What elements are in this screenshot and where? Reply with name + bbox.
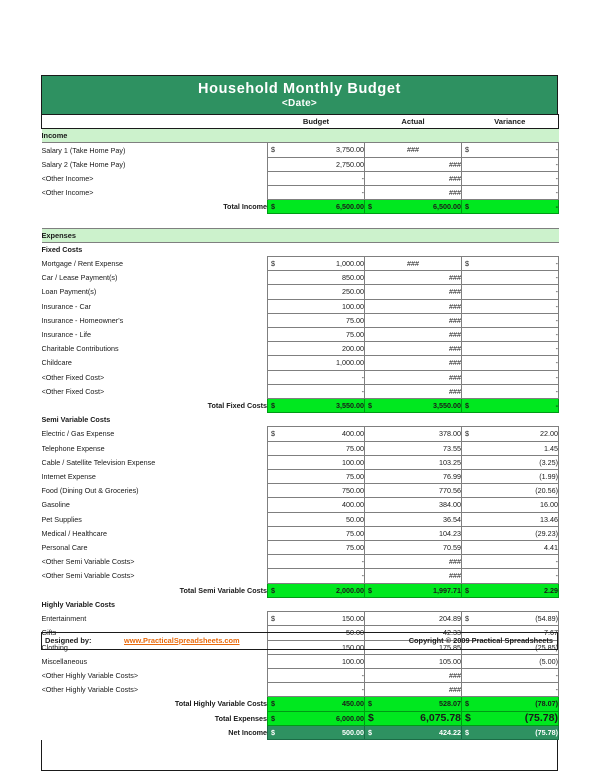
actual-cell[interactable]: ###	[365, 171, 462, 185]
row-label: Mortgage / Rent Expense	[41, 259, 124, 269]
variance-cell: 7.67	[462, 626, 559, 640]
currency-symbol: $	[271, 401, 275, 411]
variance-cell: -	[462, 171, 559, 185]
row-label: Entertainment	[41, 614, 87, 624]
currency-symbol: $	[271, 585, 275, 595]
total-row	[42, 711, 559, 725]
actual-total-cell: $ 6,500.00	[365, 200, 462, 214]
column-header-row	[42, 115, 559, 129]
currency-symbol: $	[271, 727, 275, 737]
table-row	[42, 328, 559, 342]
col-header-variance: Variance	[462, 115, 559, 129]
total-row	[42, 200, 559, 214]
actual-cell[interactable]: ###	[365, 257, 462, 271]
currency-symbol: $	[271, 614, 275, 624]
row-label: Insurance - Life	[41, 330, 92, 340]
table-row	[42, 541, 559, 555]
variance-cell: 4.41	[462, 541, 559, 555]
variance-cell: $ -	[462, 143, 559, 157]
row-label: Gifts	[41, 628, 57, 638]
row-label: <Other Income>	[41, 188, 94, 198]
variance-cell: -	[462, 157, 559, 171]
budget-cell[interactable]: 2,750.00	[268, 157, 365, 171]
variance-total-cell: $ -	[462, 200, 559, 214]
variance-cell: -	[462, 356, 559, 370]
budget-cell[interactable]: 1,000.00	[268, 356, 365, 370]
row-label: <Other Fixed Cost>	[41, 372, 105, 382]
table-tail-frame	[41, 740, 558, 771]
row-label: Food (Dining Out & Groceries)	[41, 486, 139, 496]
budget-cell[interactable]: 150.00	[268, 640, 365, 654]
budget-cell[interactable]: $ 400.00	[268, 427, 365, 441]
budget-cell[interactable]: -	[268, 683, 365, 697]
budget-cell[interactable]: -	[268, 370, 365, 384]
table-row	[42, 186, 559, 200]
variance-cell: -	[462, 271, 559, 285]
variance-cell: -	[462, 328, 559, 342]
col-header-actual: Actual	[365, 115, 462, 129]
total-label: Total Highly Variable Costs	[174, 699, 267, 709]
variance-cell: 13.46	[462, 512, 559, 526]
actual-cell[interactable]: ###	[365, 143, 462, 157]
actual-cell[interactable]: ###	[365, 342, 462, 356]
currency-symbol: $	[271, 429, 275, 439]
actual-cell[interactable]: ###	[365, 328, 462, 342]
budget-cell[interactable]: -	[268, 384, 365, 398]
row-label: Electric / Gas Expense	[41, 429, 115, 439]
table-row	[42, 427, 559, 441]
date-placeholder[interactable]: <Date>	[281, 98, 318, 109]
practical-spreadsheets-link[interactable]: www.PracticalSpreadsheets.com	[124, 636, 240, 645]
row-label: <Other Fixed Cost>	[41, 386, 105, 396]
table-row	[42, 356, 559, 370]
variance-cell: (25.85)	[462, 640, 559, 654]
variance-cell: -	[462, 313, 559, 327]
budget-cell[interactable]: -	[268, 555, 365, 569]
total-row	[42, 583, 559, 597]
actual-cell[interactable]: ###	[365, 271, 462, 285]
row-label: Gasoline	[41, 500, 70, 510]
row-label: Salary 1 (Take Home Pay)	[41, 145, 126, 155]
table-row	[42, 313, 559, 327]
variance-total-cell: $ (78.07)	[462, 697, 559, 711]
actual-cell[interactable]: ###	[365, 157, 462, 171]
actual-cell[interactable]: 770.56	[365, 484, 462, 498]
variance-cell: (29.23)	[462, 526, 559, 540]
budget-cell[interactable]: 250.00	[268, 285, 365, 299]
actual-cell[interactable]: ###	[365, 384, 462, 398]
table-row	[42, 441, 559, 455]
actual-cell[interactable]: ###	[365, 683, 462, 697]
actual-cell[interactable]: 36.54	[365, 512, 462, 526]
budget-cell[interactable]: 200.00	[268, 342, 365, 356]
row-label: Childcare	[41, 358, 72, 368]
table-row	[42, 498, 559, 512]
table-row	[42, 370, 559, 384]
currency-symbol: $	[271, 145, 275, 155]
budget-cell[interactable]: 75.00	[268, 541, 365, 555]
actual-cell[interactable]: 384.00	[365, 498, 462, 512]
table-row	[42, 171, 559, 185]
table-row	[42, 526, 559, 540]
actual-total-cell: $ 424.22	[365, 725, 462, 739]
budget-cell[interactable]: 75.00	[268, 313, 365, 327]
variance-total-cell: $ (75.78)	[462, 711, 559, 725]
budget-cell[interactable]: 100.00	[268, 654, 365, 668]
currency-symbol: $	[368, 585, 372, 595]
row-label: Clothing	[41, 642, 68, 652]
budget-cell[interactable]: 50.00	[268, 512, 365, 526]
variance-cell: -	[462, 342, 559, 356]
budget-total-cell: $ 6,500.00	[268, 200, 365, 214]
table-row	[42, 470, 559, 484]
spacer-row	[42, 214, 559, 228]
table-row	[42, 285, 559, 299]
budget-cell[interactable]: 75.00	[268, 526, 365, 540]
currency-symbol: $	[368, 202, 372, 212]
row-label: Salary 2 (Take Home Pay)	[41, 159, 126, 169]
section-label: Expenses	[42, 228, 559, 242]
budget-cell[interactable]: $ 1,000.00	[268, 257, 365, 271]
currency-symbol: $	[465, 727, 469, 737]
actual-cell[interactable]: 378.00	[365, 427, 462, 441]
group-label: Semi Variable Costs	[41, 415, 111, 425]
budget-total-cell: $ 450.00	[268, 697, 365, 711]
variance-cell: 1.45	[462, 441, 559, 455]
actual-cell[interactable]: ###	[365, 285, 462, 299]
row-label: Internet Expense	[41, 472, 96, 482]
currency-symbol: $	[465, 429, 469, 439]
row-label: <Other Semi Variable Costs>	[41, 557, 135, 567]
currency-symbol: $	[465, 401, 469, 411]
currency-symbol: $	[465, 145, 469, 155]
table-row	[42, 569, 559, 583]
page-title: Household Monthly Budget	[198, 81, 401, 97]
actual-total-cell: $ 528.07	[365, 697, 462, 711]
row-label: Telephone Expense	[41, 443, 105, 453]
table-row	[42, 512, 559, 526]
currency-symbol: $	[368, 727, 372, 737]
currency-symbol: $	[465, 614, 469, 624]
budget-cell[interactable]: 850.00	[268, 271, 365, 285]
actual-cell[interactable]: 42.33	[365, 626, 462, 640]
actual-cell[interactable]: 104.23	[365, 526, 462, 540]
group-fixed	[42, 242, 559, 256]
section-expenses	[42, 228, 559, 242]
group-label: Highly Variable Costs	[41, 599, 115, 609]
variance-total-cell: $ 2.29	[462, 583, 559, 597]
table-row	[42, 555, 559, 569]
actual-cell[interactable]: ###	[365, 370, 462, 384]
variance-cell: -	[462, 555, 559, 569]
variance-cell: (20.56)	[462, 484, 559, 498]
variance-cell: -	[462, 285, 559, 299]
table-row	[42, 342, 559, 356]
actual-cell[interactable]: 103.25	[365, 455, 462, 469]
group-highly_variable	[42, 597, 559, 611]
actual-total-cell: $ 6,075.78	[365, 711, 462, 725]
table-row	[42, 384, 559, 398]
total-label: Total Semi Variable Costs	[179, 585, 267, 595]
budget-cell[interactable]: $ 3,750.00	[268, 143, 365, 157]
total-label: Net Income	[228, 727, 267, 737]
actual-cell[interactable]: ###	[365, 313, 462, 327]
variance-cell: -	[462, 299, 559, 313]
budget-cell[interactable]: 75.00	[268, 441, 365, 455]
budget-cell[interactable]: -	[268, 171, 365, 185]
row-label: Medical / Healthcare	[41, 528, 108, 538]
designed-by-label: Designed by:	[45, 636, 92, 645]
variance-cell: $ (54.89)	[462, 612, 559, 626]
budget-cell[interactable]: -	[268, 186, 365, 200]
actual-cell[interactable]: ###	[365, 668, 462, 682]
section-income	[42, 129, 559, 143]
currency-symbol: $	[465, 259, 469, 269]
budget-cell[interactable]: 75.00	[268, 470, 365, 484]
actual-cell[interactable]: ###	[365, 356, 462, 370]
row-label: Cable / Satellite Television Expense	[41, 457, 156, 467]
variance-cell: (5.00)	[462, 654, 559, 668]
budget-cell[interactable]: $ 150.00	[268, 612, 365, 626]
table-row	[42, 143, 559, 157]
row-label: Insurance - Homeowner's	[41, 315, 124, 325]
budget-total-cell: $ 3,550.00	[268, 399, 365, 413]
variance-cell: -	[462, 370, 559, 384]
budget-cell[interactable]: 400.00	[268, 498, 365, 512]
currency-symbol: $	[465, 202, 469, 212]
table-row	[42, 654, 559, 668]
group-label: Fixed Costs	[41, 244, 83, 254]
variance-cell: -	[462, 384, 559, 398]
budget-cell[interactable]: 50.00	[268, 626, 365, 640]
row-label: <Other Income>	[41, 173, 94, 183]
table-row	[42, 455, 559, 469]
budget-cell[interactable]: 75.00	[268, 328, 365, 342]
actual-cell[interactable]: 70.59	[365, 541, 462, 555]
currency-symbol: $	[271, 713, 275, 723]
currency-symbol: $	[465, 699, 469, 709]
variance-cell: -	[462, 186, 559, 200]
variance-cell: 16.00	[462, 498, 559, 512]
variance-cell: -	[462, 668, 559, 682]
row-label: <Other Semi Variable Costs>	[41, 571, 135, 581]
section-label: Income	[42, 129, 559, 143]
total-label: Total Expenses	[214, 713, 267, 723]
actual-cell[interactable]: 175.85	[365, 640, 462, 654]
variance-cell: (1.99)	[462, 470, 559, 484]
currency-symbol: $	[465, 585, 469, 595]
row-label: Insurance - Car	[41, 301, 92, 311]
currency-symbol: $	[465, 711, 471, 724]
table-row	[42, 257, 559, 271]
total-row	[42, 725, 559, 739]
budget-total-cell: $ 6,000.00	[268, 711, 365, 725]
row-label: Loan Payment(s)	[41, 287, 97, 297]
variance-total-cell: $ -	[462, 399, 559, 413]
variance-cell: (3.25)	[462, 455, 559, 469]
actual-cell[interactable]: ###	[365, 569, 462, 583]
budget-cell[interactable]: 100.00	[268, 455, 365, 469]
variance-cell: -	[462, 569, 559, 583]
budget-total-cell: $ 2,000.00	[268, 583, 365, 597]
footer-bar	[41, 632, 558, 650]
row-label: Miscellaneous	[41, 656, 88, 666]
actual-cell[interactable]: 204.89	[365, 612, 462, 626]
budget-cell[interactable]: 100.00	[268, 299, 365, 313]
total-label: Total Fixed Costs	[207, 401, 267, 411]
currency-symbol: $	[368, 711, 374, 724]
currency-symbol: $	[271, 699, 275, 709]
col-header-budget: Budget	[268, 115, 365, 129]
actual-cell[interactable]: ###	[365, 186, 462, 200]
row-label: <Other Highly Variable Costs>	[41, 685, 139, 695]
col-header-blank	[42, 115, 268, 129]
total-row	[42, 697, 559, 711]
variance-cell: $ 22.00	[462, 427, 559, 441]
actual-total-cell: $ 1,997.71	[365, 583, 462, 597]
budget-spreadsheet	[41, 75, 558, 771]
row-label: Personal Care	[41, 543, 88, 553]
currency-symbol: $	[271, 202, 275, 212]
row-label: Charitable Contributions	[41, 344, 119, 354]
table-row	[42, 668, 559, 682]
sheet-title-bar	[41, 75, 558, 114]
currency-symbol: $	[368, 699, 372, 709]
actual-cell[interactable]: 76.99	[365, 470, 462, 484]
currency-symbol: $	[271, 259, 275, 269]
budget-cell[interactable]: -	[268, 668, 365, 682]
table-row	[42, 157, 559, 171]
actual-cell[interactable]: ###	[365, 555, 462, 569]
table-row	[42, 484, 559, 498]
row-label: Pet Supplies	[41, 514, 82, 524]
table-row	[42, 683, 559, 697]
total-row	[42, 399, 559, 413]
copyright-text: Copyright © 2009 Practical Spreadsheets	[408, 636, 553, 645]
table-row	[42, 271, 559, 285]
spacer-cell	[42, 214, 559, 228]
variance-total-cell: $ (75.78)	[462, 725, 559, 739]
actual-total-cell: $ 3,550.00	[365, 399, 462, 413]
variance-cell: -	[462, 683, 559, 697]
budget-cell[interactable]: 750.00	[268, 484, 365, 498]
row-label: <Other Highly Variable Costs>	[41, 670, 139, 680]
actual-cell[interactable]: 73.55	[365, 441, 462, 455]
variance-cell: $ -	[462, 257, 559, 271]
total-label: Total Income	[223, 202, 267, 212]
budget-cell[interactable]: -	[268, 569, 365, 583]
row-label: Car / Lease Payment(s)	[41, 273, 118, 283]
currency-symbol: $	[368, 401, 372, 411]
table-row	[42, 612, 559, 626]
group-semi_variable	[42, 413, 559, 427]
budget-total-cell: $ 500.00	[268, 725, 365, 739]
table-row	[42, 299, 559, 313]
actual-cell[interactable]: ###	[365, 299, 462, 313]
actual-cell[interactable]: 105.00	[365, 654, 462, 668]
